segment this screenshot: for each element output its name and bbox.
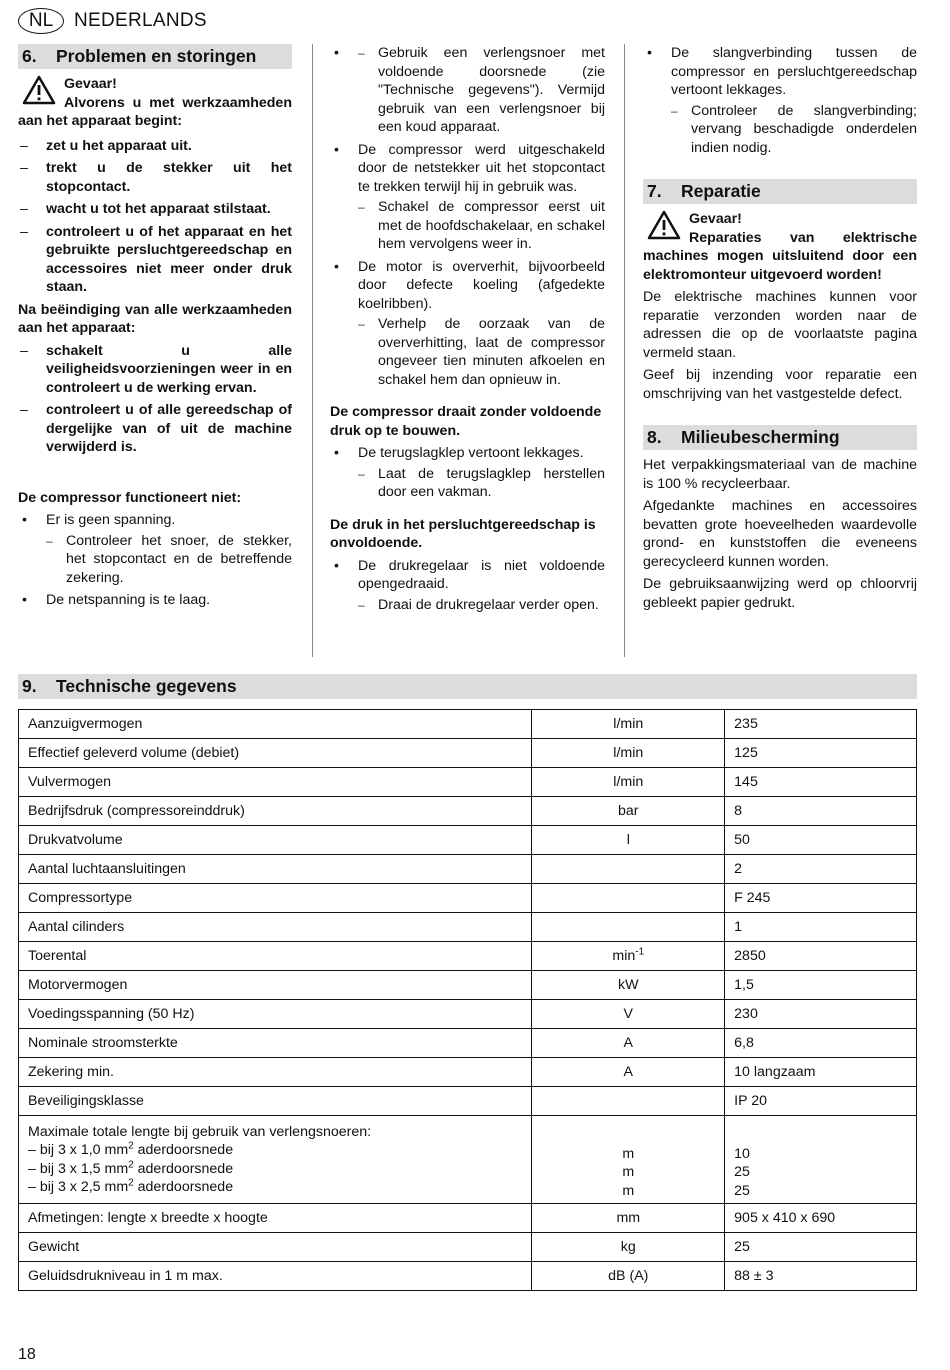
list-item: – schakelt u alle veiligheidsvoorzieningen weer in en controleert u de werking ervan.	[18, 342, 292, 398]
table-row: Aantal luchtaansluitingen 2	[19, 855, 917, 884]
warning-triangle-icon	[22, 75, 56, 105]
sub-item: – Controleer de slangverbinding; vervang beschadigde onderdelen indien nodig.	[671, 102, 917, 158]
problem-1-title: De compressor functioneert niet:	[18, 489, 242, 506]
list-item: – controleert u of alle gereedschap of dergelijke van of uit de machine verwijderd is.	[18, 401, 292, 457]
paragraph: De gebruiksaanwijzing werd op chloorvrij gebleekt papier gedrukt.	[643, 576, 917, 611]
spacer	[18, 461, 292, 489]
problem-2-list	[330, 444, 605, 502]
sub-item: – • Gebruik een verlengsnoer met voldoende doorsnede (zie "Technische gegevens"). Vermijd gebruik van een verlengsnoer bij een koud apparaat.	[358, 44, 605, 137]
column-1	[18, 44, 292, 614]
paragraph: De elektrische machines kunnen voor reparatie verzonden worden naar de adressen die op de voorlaatste pagina vermeld staan.	[643, 289, 917, 361]
table-row: Aantal cilinders 1	[19, 913, 917, 942]
section-9-title: 9. Technische gegevens	[18, 674, 917, 699]
column-3	[643, 44, 917, 616]
before-work-list	[18, 137, 292, 297]
problem-3-list	[330, 557, 605, 615]
table-row: Bedrijfsdruk (compressoreinddruk) bar 8	[19, 797, 917, 826]
language-badge: NL	[18, 8, 64, 34]
sub-item: – Schakel de compressor eerst uit met de hoofdschakelaar, en schakel hem vervolgens weer in.	[358, 198, 605, 254]
warning-title: Gevaar!	[689, 211, 742, 227]
warning-block	[643, 210, 917, 284]
problem-1-list	[18, 511, 292, 610]
table-row: Beveiligingsklasse IP 20	[19, 1087, 917, 1116]
list-item: • De slangverbinding tussen de compressor en persluchtgereedschap vertoont lekkages. – Controleer de slangverbinding; vervang beschadigde onderdelen indien nodig.	[643, 44, 917, 157]
after-work-list	[18, 342, 292, 457]
table-row: Compressortype F 245	[19, 884, 917, 913]
list-item: • De drukregelaar is niet voldoende opengedraaid. – Draai de drukregelaar verder open.	[330, 557, 605, 615]
table-row: Afmetingen: lengte x breedte x hoogte mm 905 x 410 x 690	[19, 1204, 917, 1233]
paragraph: Afgedankte machines en accessoires bevatten grote hoeveelheden waardevolle grond- en kunststoffen die eveneens gerecycleerd kunnen worden.	[643, 498, 917, 570]
sub-item: – Verhelp de oorzaak van de oververhitting, laat de compressor ongeveer tien minuten afkoelen en schakel hem dan opnieuw in.	[358, 315, 605, 389]
page-header	[18, 8, 207, 34]
section-8-title: 8. Milieubescherming	[643, 425, 917, 450]
table-row: Effectief geleverd volume (debiet) l/min 125	[19, 739, 917, 768]
table-row: Vulvermogen l/min 145	[19, 768, 917, 797]
list-item: • De terugslagklep vertoont lekkages. – Laat de terugslagklep herstellen door een vakman.	[330, 444, 605, 502]
technical-data-table	[18, 709, 917, 1291]
table-row: Geluidsdrukniveau in 1 m max. dB (A) 88 ± 3	[19, 1262, 917, 1291]
table-row: Zekering min. A 10 langzaam	[19, 1058, 917, 1087]
table-row: Nominale stroomsterkte A 6,8	[19, 1029, 917, 1058]
paragraph: Het verpakkingsmateriaal van de machine is 100 % recycleerbaar.	[643, 457, 917, 492]
warning-text: Reparaties van elektrische machines mogen uitsluitend door een elektromonteur uitgevoerd worden!	[643, 229, 917, 283]
problem-2-title: De compressor draait zonder voldoende druk op te bouwen.	[330, 404, 602, 439]
table-row: Drukvatvolume l 50	[19, 826, 917, 855]
warning-text: Alvorens u met werkzaamheden aan het apparaat begint:	[18, 94, 292, 129]
column-2	[330, 44, 605, 618]
column-divider	[312, 44, 313, 657]
problem-3-title: De druk in het persluchtgereedschap is onvoldoende.	[330, 516, 596, 551]
problem-1-list-continued	[330, 44, 605, 137]
table-row: Gewicht kg 25	[19, 1233, 917, 1262]
language-label: NEDERLANDS	[74, 9, 207, 31]
list-item: – trekt u de stekker uit het stopcontact.	[18, 159, 292, 196]
list-item: • Er is geen spanning. – Controleer het snoer, de stekker, het stopcontact en de betreffende zekering.	[18, 511, 292, 587]
list-item	[330, 44, 605, 137]
warning-block	[18, 75, 292, 131]
warning-title: Gevaar!	[64, 76, 117, 92]
list-item: – controleert u of het apparaat en het gebruikte persluchtgereedschap en accessoires niet meer onder druk staan.	[18, 223, 292, 297]
table-row: Toerental $\min^{-1}$ 2850	[19, 942, 917, 971]
table-row: Voedingsspanning (50 Hz) V 230	[19, 1000, 917, 1029]
column-divider	[624, 44, 625, 657]
page-number: 18	[18, 1346, 36, 1363]
list-item: • De netspanning is te laag.	[18, 591, 292, 610]
list-item: – wacht u tot het apparaat stilstaat.	[18, 200, 292, 219]
list-item: • De compressor werd uitgeschakeld door de netstekker uit het stopcontact te trekken terwijl hij in gebruik was. – Schakel de compressor eerst uit met de hoofdschakelaar, en schakel hem vervolgens weer in.	[330, 141, 605, 254]
section-7-title: 7. Reparatie	[643, 179, 917, 204]
after-work-intro: Na beëindiging van alle werkzaamheden aan het apparaat:	[18, 301, 292, 336]
sub-item: – Controleer het snoer, de stekker, het stopcontact en de betreffende zekering.	[46, 532, 292, 588]
sub-item: – Draai de drukregelaar verder open.	[358, 596, 605, 615]
table-row-extension-cords: Maximale totale lengte bij gebruik van verlengsnoeren: – bij 3 x 1,0 $mm^2$ aderdoorsnede – bij 3 x 1,5 $mm^2$ aderdoorsnede – bij 3 x 2,5 $mm^2$ aderdoorsnede m m m 10 25 25	[19, 1116, 917, 1204]
problem-3-list-continued	[643, 44, 917, 157]
sub-item: – Laat de terugslagklep herstellen door een vakman.	[358, 465, 605, 502]
section-6-title: 6. Problemen en storingen	[18, 44, 292, 69]
table-row: Aanzuigvermogen l/min 235	[19, 710, 917, 739]
list-item: • De motor is oververhit, bijvoorbeeld door defecte koeling (afgedekte koelribben). – Verhelp de oorzaak van de oververhitting, laat de compressor ongeveer tien minuten afkoelen en schakel hem dan opnieuw in.	[330, 258, 605, 390]
list-item: – zet u het apparaat uit.	[18, 137, 292, 156]
warning-triangle-icon	[647, 210, 681, 240]
problem-1-list-more	[330, 141, 605, 390]
table-row: Motorvermogen kW 1,5	[19, 971, 917, 1000]
paragraph: Geef bij inzending voor reparatie een omschrijving van het vastgestelde defect.	[643, 367, 917, 402]
